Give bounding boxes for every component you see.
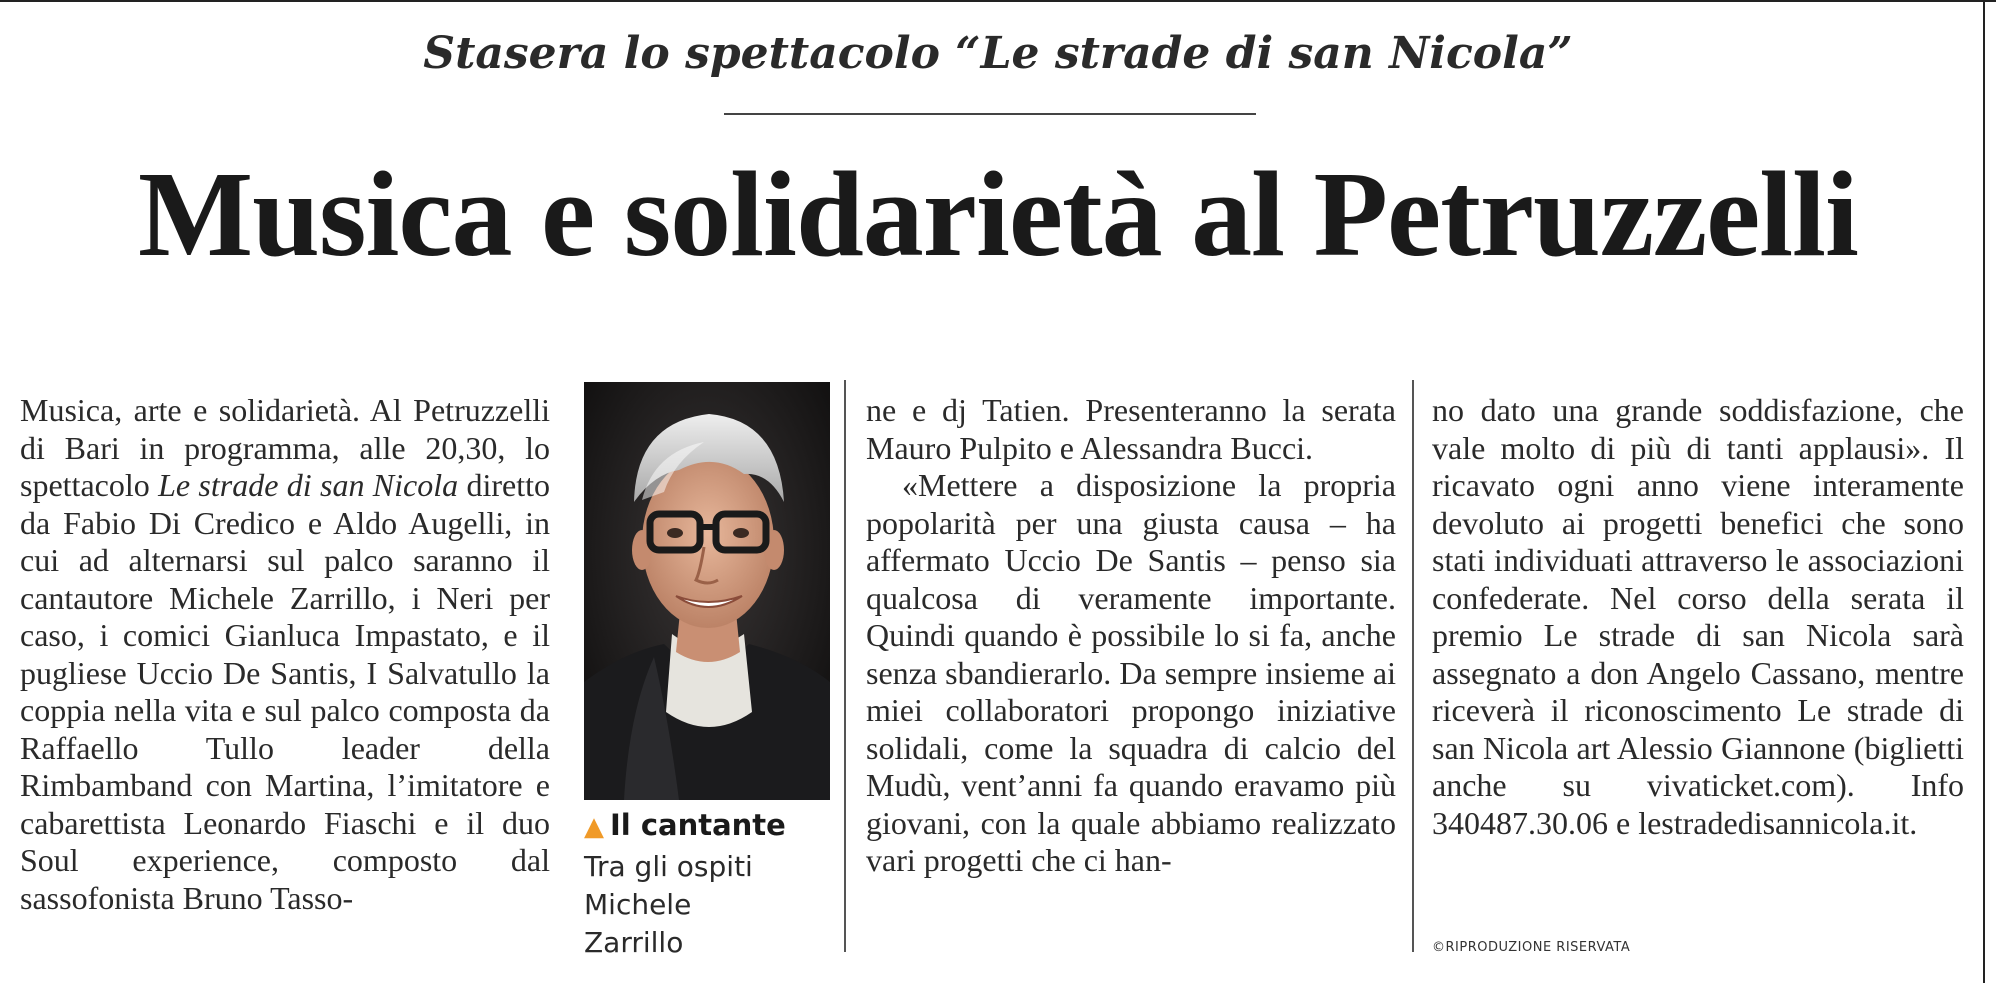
singer-photo [584,382,830,800]
kicker: Stasera lo spettacolo “Le strade di san Nicola” [423,28,1573,79]
article-paragraph: «Mettere a disposizione la propria popolarità per una giusta causa – ha affermato Uccio De Santis – penso sia qualcosa di veramente importante. Quindi quando è possibile lo si fa, anche senza sbandierarlo. Da sempre insieme ai miei collaboratori propongo iniziative solidali, come la squadra di calcio del Mudù, vent’anni fa quando eravamo più giovani, con la quale abbiamo realizzato vari progetti che ci han- [866,467,1396,878]
top-rule [0,0,1996,2]
article-column-3 [1432,392,1964,842]
copyright-notice: ©RIPRODUZIONE RISERVATA [1432,940,1631,955]
article-column-2 [866,392,1396,880]
show-title-italic: Le strade di san Nicola [158,467,459,503]
article-paragraph: no dato una grande soddisfazione, che vale molto di più di tanti applausi». Il ricavato ogni anno viene interamente devoluto ai progetti benefici che sono stati individuati attraverso le associazioni confederate. Nel corso della serata il premio Le strade di san Nicola sarà assegnato a don Angelo Cassano, mentre riceverà il riconoscimento Le strade di san Nicola art Alessio Giannone (biglietti anche su vivaticket.com). Info 340487.30.06 e lestradedisannicola.it. [1432,392,1964,841]
article-column-1 [20,392,550,917]
column-divider [1412,380,1414,952]
headline: Musica e solidarietà al Petruzzelli [138,147,1858,282]
photo-caption-title [584,808,786,842]
triangle-icon: ▲ [584,812,604,842]
caption-line: Zarrillo [584,926,684,959]
article-paragraph [20,392,550,917]
column-divider [844,380,846,952]
caption-line: Tra gli ospiti [584,850,753,883]
photo-caption [584,848,824,962]
article-paragraph: ne e dj Tatien. Presenteranno la serata Mauro Pulpito e Alessandra Bucci. [866,392,1396,466]
caption-line: Michele [584,888,692,921]
caption-title-text: Il cantante [610,808,786,842]
kicker-divider [724,113,1256,115]
text-run: Musica, arte e solidarietà. Al Petruzzelli di Bari in programma, alle 20,30, lo spettacolo [20,392,550,503]
text-run: diretto da Fabio Di Credico e Aldo Augelli, in cui ad alternarsi sul palco saranno il cantautore Michele Zarrillo, i Neri per caso, i comici Gianluca Impastato, e il pugliese Uccio De Santis, I Salvatullo la coppia nella vita e sul palco composta da Raffaello Tullo leader della Rimbamband con Martina, l’imitatore e cabarettista Leonardo Fiaschi e il duo Soul experience, composto dal sassofonista Bruno Tasso- [20,467,550,916]
singer-portrait-image [584,382,830,800]
